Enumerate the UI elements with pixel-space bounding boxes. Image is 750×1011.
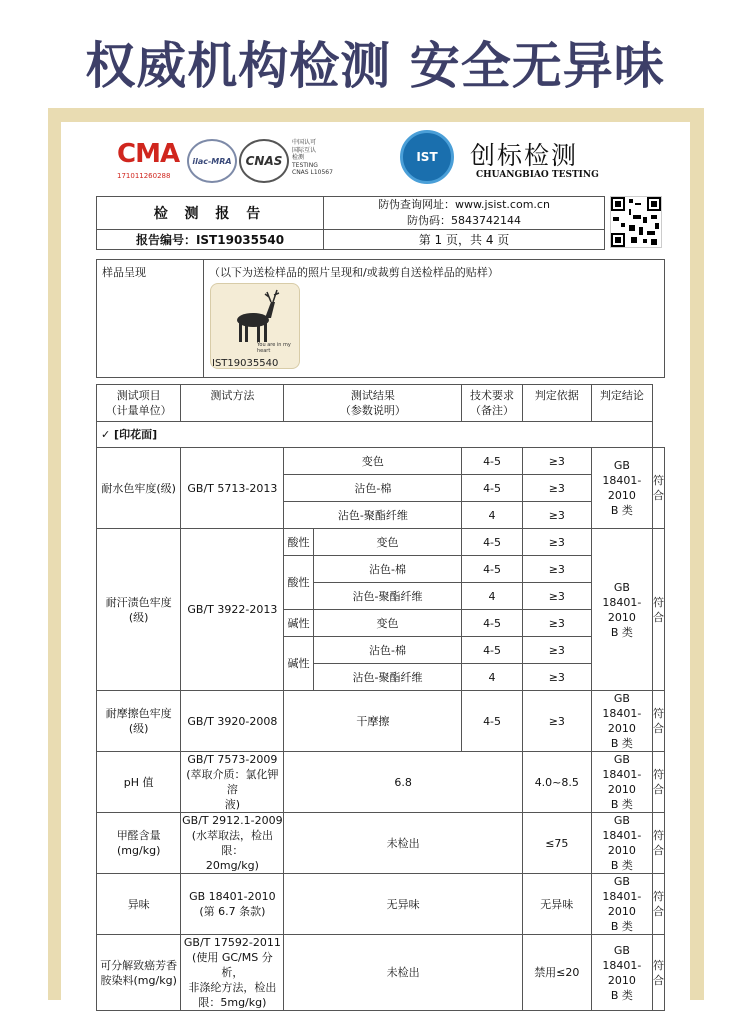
result: 4-5: [462, 448, 522, 475]
conclusion: 符合: [653, 752, 665, 813]
cnas-logo: CNAS: [239, 139, 289, 183]
sub-test: 变色: [284, 448, 462, 475]
sub-test: 沾色-聚酯纤维: [313, 664, 462, 691]
requirement: ≥3: [522, 502, 591, 529]
sub-test: 沾色-聚酯纤维: [284, 502, 462, 529]
sample-photo: [210, 283, 300, 369]
result: 4-5: [462, 475, 522, 502]
basis: GB 18401-2010 B 类: [591, 874, 652, 935]
section-printed-side: ✓ [印花面]: [97, 422, 653, 448]
result: 6.8: [284, 752, 522, 813]
requirement: 无异味: [522, 874, 591, 935]
alkali-label: 碱性: [284, 637, 313, 691]
accreditation-logos: [117, 137, 377, 187]
sub-test: 干摩擦: [284, 691, 462, 752]
item-odor: 异味: [97, 874, 181, 935]
result: 4-5: [462, 610, 522, 637]
item-formaldehyde: 甲醛含量 (mg/kg): [97, 813, 181, 874]
sub-test: 沾色-聚酯纤维: [313, 583, 462, 610]
method-amine: GB/T 17592-2011 (使用 GC/MS 分析， 非涤纶方法，检出 限：5mg/kg): [181, 935, 284, 1011]
basis: GB 18401-2010 B 类: [591, 529, 652, 691]
results-table: [96, 384, 665, 1011]
conclusion: 符合: [653, 448, 665, 529]
item-sweat-fastness: 耐汗渍色牢度 (级): [97, 529, 181, 691]
basis: GB 18401-2010 B 类: [591, 813, 652, 874]
requirement: ≥3: [522, 448, 591, 475]
sub-test: 变色: [313, 610, 462, 637]
sample-label: 样品呈现: [97, 260, 204, 378]
requirement: ≥3: [522, 529, 591, 556]
result: 4: [462, 583, 522, 610]
sub-test: 变色: [313, 529, 462, 556]
result: 未检出: [284, 935, 522, 1011]
method-odor: GB 18401-2010 (第 6.7 条款): [181, 874, 284, 935]
acid-label: 酸性: [284, 556, 313, 610]
pillow-text: You are in my heart: [257, 342, 291, 354]
item-rub-fastness: 耐摩擦色牢度 (级): [97, 691, 181, 752]
anti-fake-info: 防伪查询网址：www.jsist.com.cn 防伪码：5843742144: [324, 197, 605, 230]
requirement: 4.0~8.5: [522, 752, 591, 813]
col-header-requirement: 技术要求 （备注）: [462, 385, 522, 422]
requirement: ≥3: [522, 583, 591, 610]
col-header-conclusion: 判定结论: [591, 385, 652, 422]
result: 4: [462, 664, 522, 691]
requirement: 禁用≤20: [522, 935, 591, 1011]
conclusion: 符合: [653, 691, 665, 752]
ist-logo: IST: [400, 130, 454, 184]
method-ph: GB/T 7573-2009 (萃取介质：氯化钾溶 液): [181, 752, 284, 813]
acid-label: 酸性: [284, 529, 313, 556]
requirement: ≥3: [522, 475, 591, 502]
result: 4-5: [462, 556, 522, 583]
headline: 权威机构检测 安全无异味: [85, 37, 665, 95]
ilac-logo: ilac-MRA: [187, 139, 237, 183]
alkali-label: 碱性: [284, 610, 313, 637]
requirement: ≥3: [522, 610, 591, 637]
requirement: ≥3: [522, 664, 591, 691]
cma-number: 171011260288: [117, 172, 171, 180]
col-header-basis: 判定依据: [522, 385, 591, 422]
col-header-method: 测试方法: [181, 385, 284, 422]
basis: GB 18401-2010 B 类: [591, 935, 652, 1011]
item-water-fastness: 耐水色牢度(级): [97, 448, 181, 529]
sub-test: 沾色-棉: [313, 556, 462, 583]
requirement: ≥3: [522, 556, 591, 583]
page-info: 第 1 页，共 4 页: [324, 230, 605, 250]
conclusion: 符合: [653, 813, 665, 874]
report-title: 检 测 报 告: [97, 197, 324, 230]
method-formaldehyde: GB/T 2912.1-2009 (水萃取法，检出限： 20mg/kg): [182, 814, 283, 872]
method-sweat-fastness: GB/T 3922-2013: [181, 529, 284, 691]
method-rub-fastness: GB/T 3920-2008: [181, 691, 284, 752]
report-number: 报告编号：IST19035540: [97, 230, 324, 250]
sample-photo-label: IST19035540: [212, 358, 279, 369]
sub-test: 沾色-棉: [313, 637, 462, 664]
result: 4: [462, 502, 522, 529]
basis: GB 18401-2010 B 类: [591, 691, 652, 752]
conclusion: 符合: [653, 874, 665, 935]
requirement: ≥3: [522, 637, 591, 664]
method-water-fastness: GB/T 5713-2013: [181, 448, 284, 529]
col-header-result: 测试结果 （参数说明）: [284, 385, 462, 422]
sub-test: 沾色-棉: [284, 475, 462, 502]
result: 无异味: [284, 874, 522, 935]
result: 4-5: [462, 529, 522, 556]
brand-name: 创标检测: [470, 141, 579, 170]
col-header-item: 测试项目 （计量单位）: [97, 385, 181, 422]
result: 4-5: [462, 691, 522, 752]
basis: GB 18401-2010 B 类: [591, 448, 652, 529]
report-header-table: [96, 196, 605, 250]
result: 未检出: [284, 813, 522, 874]
requirement: ≥3: [522, 691, 591, 752]
item-ph: pH 值: [97, 752, 181, 813]
sample-note: （以下为送检样品的照片呈现和/或裁剪自送检样品的贴样）: [204, 260, 665, 378]
qr-code: [610, 196, 662, 248]
cnas-text: 中国认可 国际互认 检测 TESTING CNAS L10567: [292, 139, 333, 176]
conclusion: 符合: [653, 935, 665, 1011]
brand-name-en: CHUANGBIAO TESTING: [476, 170, 599, 180]
item-amine: 可分解致癌芳香 胺染料(mg/kg): [97, 935, 181, 1011]
result: 4-5: [462, 637, 522, 664]
requirement: ≤75: [522, 813, 591, 874]
sample-table: [96, 259, 665, 378]
basis: GB 18401-2010 B 类: [591, 752, 652, 813]
conclusion: 符合: [653, 529, 665, 691]
cma-logo: CMA: [117, 139, 180, 169]
